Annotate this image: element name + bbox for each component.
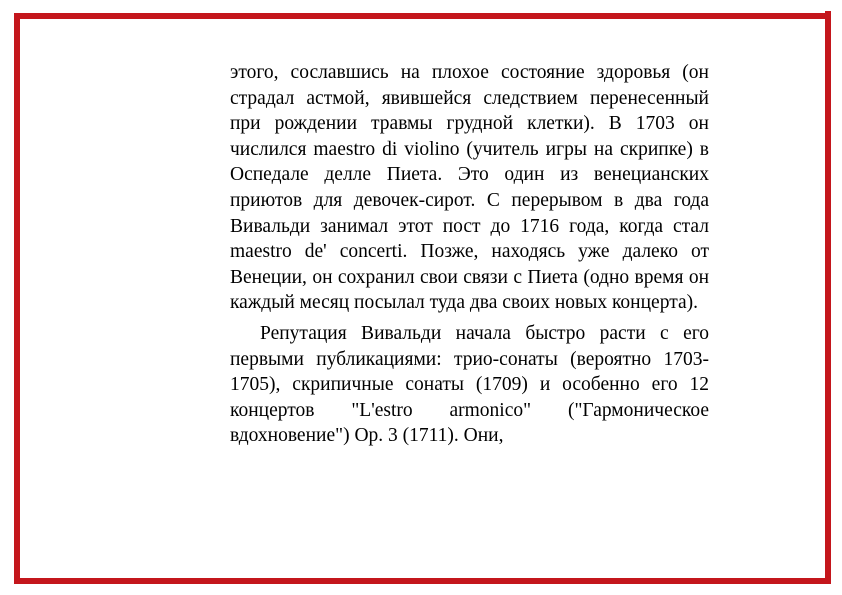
frame-shadow-right [825,11,831,581]
body-text [230,60,709,449]
paragraph-2: Репутация Вивальди начала быстро расти с его первыми публикациями: трио-сонаты (вероятно 1703-1705), скрипичные сонаты (1709) и особенно его 12 концертов "L'estro armonico" ("Гармоническое вдохновение") Op. 3 (1711). Они, [230,322,709,447]
paragraph-1: этого, сославшись на плохое состояние здоровья (он страдал астмой, явившейся следствием перенесенный при рождении травмы грудной клетки). В 1703 он числился maestro di violino (учитель игры на скрипке) в Оспедале делле Пиета. Это один из венецианских приютов для девочек-сирот. С перерывом в два года Вивальди занимал этот пост до 1716 года, когда стал maestro de' concerti. Позже, находясь уже далеко от Венеции, он сохранил свои связи с Пиета (одно время он каждый месяц посылал туда два своих новых концерта). [230,62,709,314]
frame-shadow-bottom [22,578,831,583]
